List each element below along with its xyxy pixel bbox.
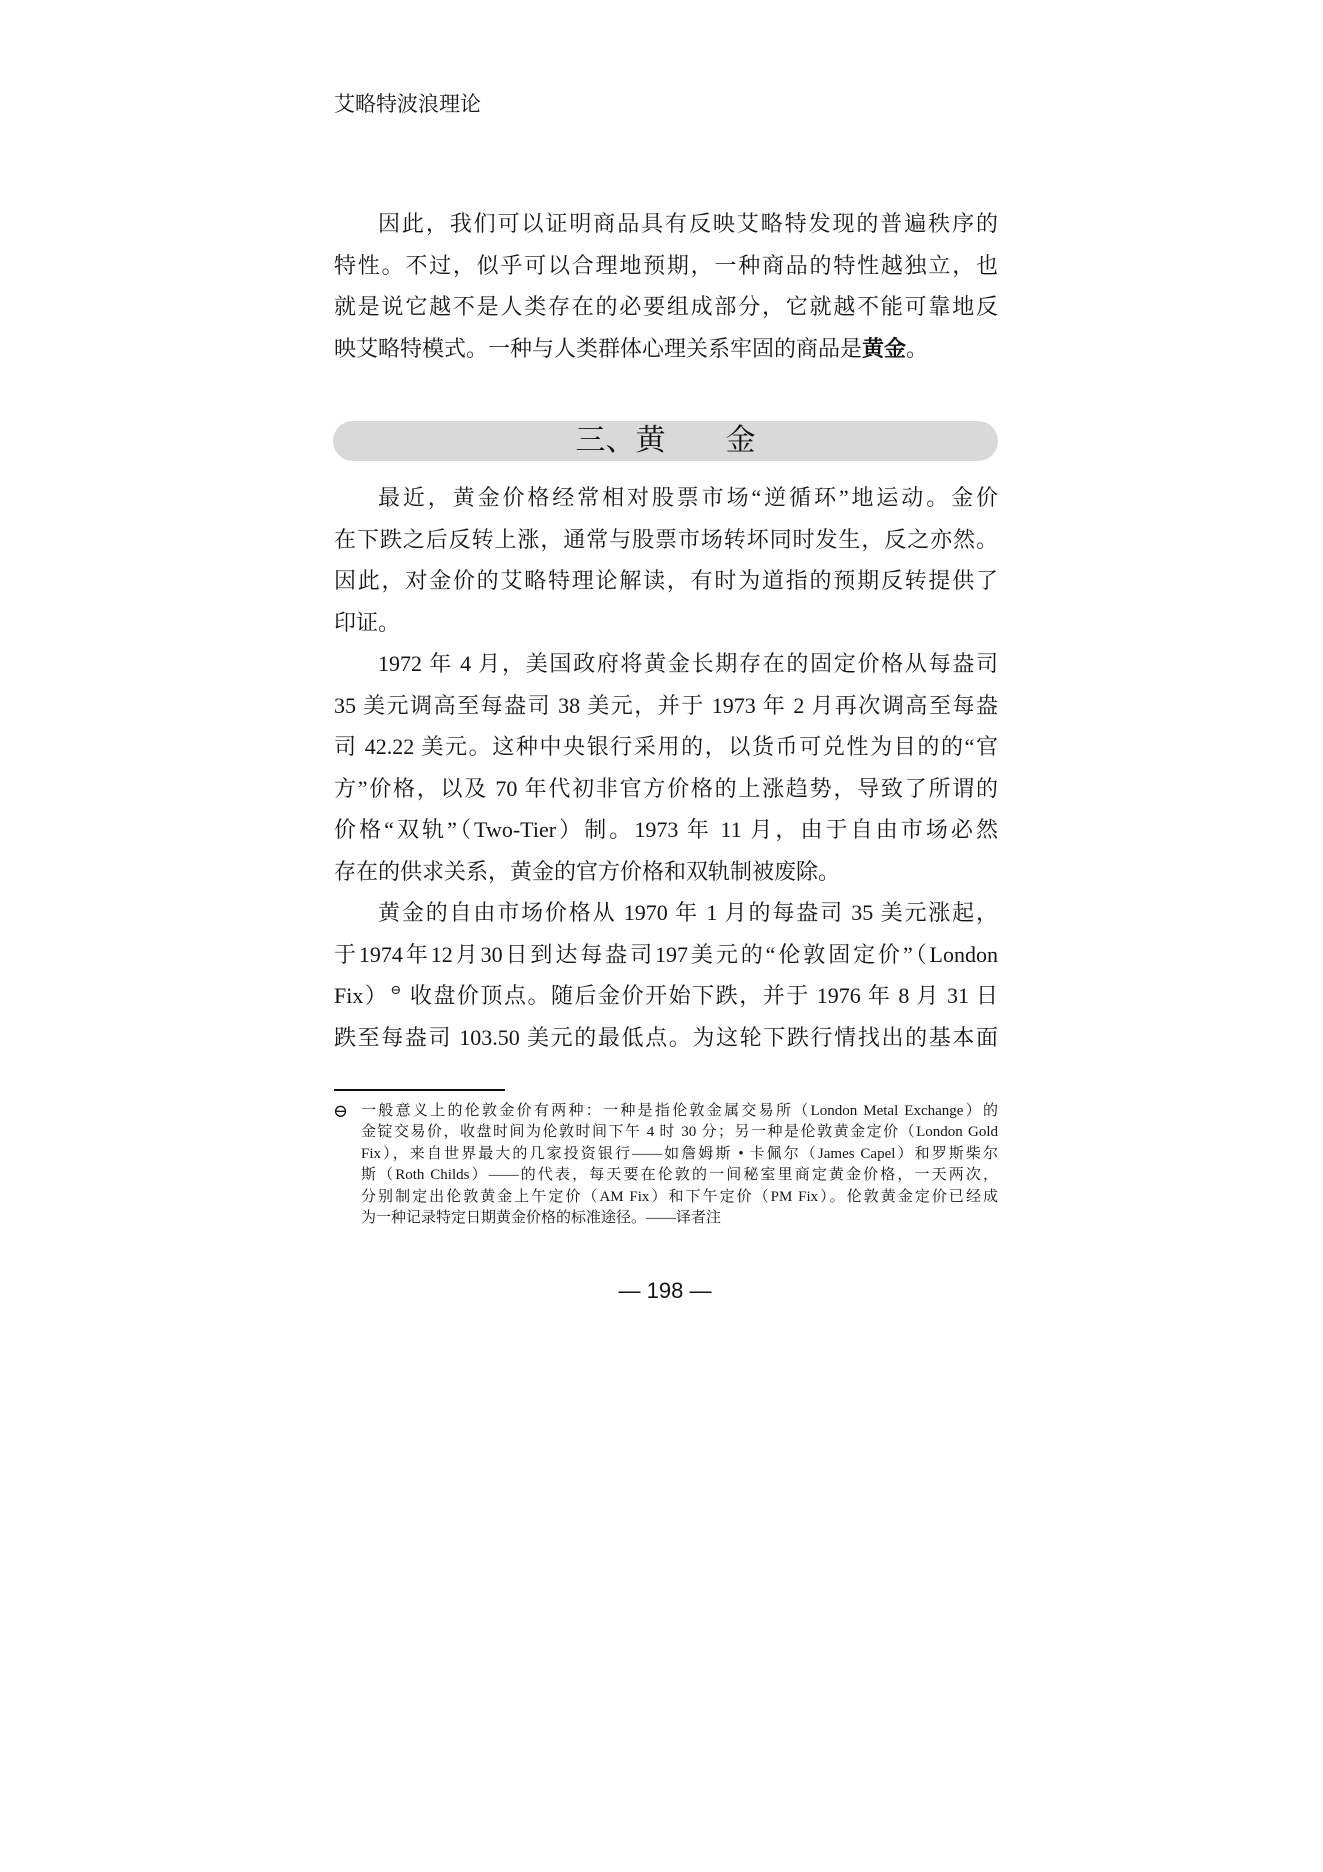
- text-run: 映艾略特模式。一种与人类群体心理关系牢固的商品是: [334, 335, 863, 361]
- text-line: 35 美元调高至每盎司 38 美元，并于 1973 年 2 月再次调高至每盎: [334, 692, 998, 718]
- text-line: 因此，我们可以证明商品具有反映艾略特发现的普遍秩序的: [378, 211, 998, 236]
- footnote-marker: ⊖: [333, 1101, 349, 1121]
- footnote-reference-mark: ⊖: [390, 982, 402, 997]
- text-run: 收盘价顶点。随后金价开始下跌，并于 1976 年 8 月 31 日: [408, 983, 998, 1008]
- text-line: 存在的供求关系，黄金的官方价格和双轨制被废除。: [334, 858, 841, 884]
- footnote-line: 一般意义上的伦敦金价有两种：一种是指伦敦金属交易所（London Metal Exchange）的: [361, 1103, 998, 1119]
- paragraph: [334, 892, 998, 1058]
- footnote-line: 分别制定出伦敦黄金上午定价（AM Fix）和下午定价（PM Fix）。伦敦黄金定价已经成: [361, 1188, 998, 1205]
- section-heading-bar: [333, 421, 998, 461]
- footnote-line: 为一种记录特定日期黄金价格的标准途径。——译者注: [361, 1209, 722, 1226]
- section-body: [334, 477, 998, 1058]
- page-number: — 198 —: [618, 1278, 712, 1303]
- text-run: 。: [906, 335, 929, 361]
- text-line: 1972 年 4 月，美国政府将黄金长期存在的固定价格从每盎司: [378, 651, 998, 676]
- emphasized-term: 黄金: [862, 335, 907, 361]
- text-line: [334, 328, 998, 370]
- text-line: 跌至每盎司 103.50 美元的最低点。为这轮下跌行情找出的基本面: [334, 1024, 998, 1050]
- footnote-line: 斯（Roth Childs）——的代表，每天要在伦敦的一间秘室里商定黄金价格，一天两次，: [361, 1167, 998, 1184]
- running-title: 艾略特波浪理论: [334, 93, 481, 116]
- footnote-divider: [334, 1089, 505, 1091]
- text-line: 司 42.22 美元。这种中央银行采用的，以货币可兑性为目的的“官: [334, 734, 998, 759]
- text-line: 最近，黄金价格经常相对股票市场“逆循环”地运动。金价: [378, 485, 998, 510]
- text-line: 方”价格，以及 70 年代初非官方价格的上涨趋势，导致了所谓的: [334, 775, 998, 801]
- text-line: 价格“双轨”（Two-Tier）制。1973 年 11 月，由于自由市场必然: [334, 817, 998, 842]
- footnote-line: Fix），来自世界最大的几家投资银行——如詹姆斯 • 卡佩尔（James Capel）和罗斯柴尔: [361, 1145, 998, 1162]
- intro-paragraph: [334, 203, 998, 369]
- text-line: 黄金的自由市场价格从 1970 年 1 月的每盎司 35 美元涨起，: [378, 900, 998, 925]
- text-line: [334, 975, 998, 1017]
- footnote-line: 金锭交易价，收盘时间为伦敦时间下午 4 时 30 分；另一种是伦敦黄金定价（London Gold: [361, 1124, 998, 1141]
- footnote-text: [361, 1101, 998, 1229]
- text-run: Fix）: [334, 983, 389, 1008]
- paragraph: [334, 477, 998, 643]
- text-line: 在下跌之后反转上涨，通常与股票市场转坏同时发生，反之亦然。: [334, 526, 998, 552]
- text-line: 特性。不过，似乎可以合理地预期，一种商品的特性越独立，也: [334, 252, 998, 278]
- paragraph: [334, 643, 998, 892]
- text-line: 印证。: [334, 609, 401, 635]
- section-heading: 三、黄 金: [575, 424, 756, 457]
- text-line: 因此，对金价的艾略特理论解读，有时为道指的预期反转提供了: [334, 568, 998, 593]
- text-line: 于1974年12月30日到达每盎司197美元的“伦敦固定价”（London: [334, 941, 998, 967]
- text-line: 就是说它越不是人类存在的必要组成部分，它就越不能可靠地反: [334, 294, 998, 319]
